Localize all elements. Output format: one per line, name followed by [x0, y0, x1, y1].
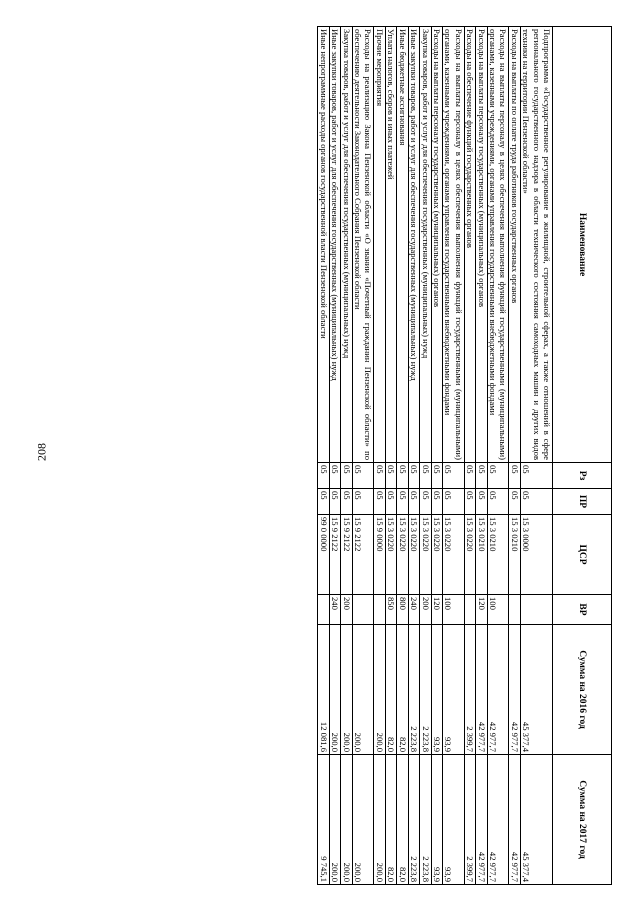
- cell-vr: 200: [420, 595, 431, 625]
- cell-sum-2017: 9 745,1: [318, 755, 329, 885]
- cell-sum-2017: 82,0: [385, 755, 396, 885]
- cell-name: Иные закупки товаров, работ и услуг для обеспечения государственных (муниципальных) нужд: [329, 27, 340, 463]
- table-row: [464, 27, 475, 885]
- header-sum-2016: Сумма на 2016 год: [553, 625, 612, 755]
- cell-csr: 15 9 0000: [374, 515, 385, 595]
- header-vr: ВР: [553, 595, 612, 625]
- table-row: [374, 27, 385, 885]
- page-number: 208: [34, 443, 49, 461]
- cell-name: Иные бюджетные ассигнования: [397, 27, 408, 463]
- cell-pr: 05: [385, 489, 396, 515]
- table-row: [408, 27, 419, 885]
- cell-sum-2017: 42 977,7: [487, 755, 509, 885]
- cell-rz: 05: [385, 463, 396, 489]
- header-sum-2017: Сумма на 2017 год: [553, 755, 612, 885]
- budget-table: [317, 26, 612, 885]
- cell-vr: [374, 595, 385, 625]
- header-pr: ПР: [553, 489, 612, 515]
- cell-pr: 05: [476, 489, 487, 515]
- cell-sum-2016: 2 399,7: [464, 625, 475, 755]
- cell-vr: 100: [487, 595, 509, 625]
- cell-pr: 05: [408, 489, 419, 515]
- cell-pr: 05: [442, 489, 464, 515]
- cell-name: Иные непрограммные расходы органов государственной власти Пензенской области: [318, 27, 329, 463]
- cell-pr: 05: [520, 489, 552, 515]
- cell-rz: 05: [374, 463, 385, 489]
- cell-vr: [318, 595, 329, 625]
- table-row: [329, 27, 340, 885]
- cell-csr: 15 3 0220: [397, 515, 408, 595]
- cell-vr: 240: [408, 595, 419, 625]
- cell-csr: 15 3 0220: [420, 515, 431, 595]
- cell-sum-2017: 93,9: [431, 755, 442, 885]
- cell-sum-2016: 2 223,8: [408, 625, 419, 755]
- cell-rz: 05: [509, 463, 520, 489]
- table-row: [487, 27, 509, 885]
- cell-csr: 15 9 2122: [329, 515, 340, 595]
- cell-name: Расходы на выплаты по оплате труда работников государственных органов: [509, 27, 520, 463]
- cell-sum-2016: 82,0: [385, 625, 396, 755]
- cell-vr: 200: [341, 595, 352, 625]
- cell-rz: 05: [408, 463, 419, 489]
- cell-vr: [352, 595, 374, 625]
- cell-name: Расходы на обеспечение функций государственных органов: [464, 27, 475, 463]
- cell-name: Расходы на выплаты персоналу в целях обеспечения выполнения функций государственными (муниципальными) органами, казенными учреждениями, органами управления государственными внебюджетными фондами: [487, 27, 509, 463]
- cell-pr: 05: [487, 489, 509, 515]
- cell-pr: 05: [431, 489, 442, 515]
- cell-pr: 05: [420, 489, 431, 515]
- cell-sum-2016: 42 977,7: [476, 625, 487, 755]
- table-row: [431, 27, 442, 885]
- cell-sum-2016: 42 977,7: [509, 625, 520, 755]
- header-csr: ЦСР: [553, 515, 612, 595]
- header-name: Наименование: [553, 27, 612, 463]
- table-row: [397, 27, 408, 885]
- cell-pr: 05: [509, 489, 520, 515]
- cell-rz: 05: [318, 463, 329, 489]
- cell-sum-2017: 45 377,4: [520, 755, 552, 885]
- cell-vr: 850: [385, 595, 396, 625]
- cell-sum-2016: 82,0: [397, 625, 408, 755]
- cell-sum-2016: 45 377,4: [520, 625, 552, 755]
- cell-csr: 15 3 0210: [476, 515, 487, 595]
- cell-csr: 15 3 0220: [408, 515, 419, 595]
- cell-name: Расходы на выплаты персоналу государственных (муниципальных) органов: [476, 27, 487, 463]
- cell-sum-2017: 82,0: [397, 755, 408, 885]
- cell-csr: 15 3 0220: [464, 515, 475, 595]
- cell-sum-2016: 2 223,8: [420, 625, 431, 755]
- cell-pr: 05: [352, 489, 374, 515]
- cell-rz: 05: [431, 463, 442, 489]
- cell-rz: 05: [476, 463, 487, 489]
- cell-sum-2016: 12 081,6: [318, 625, 329, 755]
- cell-name: Уплата налогов, сборов и иных платежей: [385, 27, 396, 463]
- table-row: [352, 27, 374, 885]
- table-body: [318, 27, 553, 885]
- cell-sum-2017: 200,0: [352, 755, 374, 885]
- cell-vr: 800: [397, 595, 408, 625]
- cell-rz: 05: [352, 463, 374, 489]
- cell-csr: 15 3 0210: [509, 515, 520, 595]
- cell-csr: 15 9 2122: [341, 515, 352, 595]
- cell-sum-2017: 42 977,7: [476, 755, 487, 885]
- cell-pr: 05: [329, 489, 340, 515]
- cell-vr: 120: [476, 595, 487, 625]
- table-header-row: [553, 27, 612, 885]
- cell-vr: 120: [431, 595, 442, 625]
- cell-rz: 05: [442, 463, 464, 489]
- cell-sum-2016: 200,0: [341, 625, 352, 755]
- cell-sum-2017: 200,0: [374, 755, 385, 885]
- cell-name: Расходы на реализацию Закона Пензенской области «О звании «Почетный гражданин Пензенской области» по обеспечению деятельности Законодательного Собрания Пензенской области: [352, 27, 374, 463]
- cell-rz: 05: [341, 463, 352, 489]
- cell-csr: 15 3 0220: [442, 515, 464, 595]
- cell-name: Прочие мероприятия: [374, 27, 385, 463]
- cell-sum-2016: 200,0: [352, 625, 374, 755]
- table-row: [520, 27, 552, 885]
- cell-vr: [464, 595, 475, 625]
- cell-sum-2017: 2 223,8: [420, 755, 431, 885]
- table-row: [442, 27, 464, 885]
- table-row: [385, 27, 396, 885]
- header-rz: Рз: [553, 463, 612, 489]
- cell-rz: 05: [397, 463, 408, 489]
- table-row: [341, 27, 352, 885]
- cell-pr: 05: [397, 489, 408, 515]
- cell-name: Расходы на выплаты персоналу в целях обеспечения выполнения функций государственными (муниципальными) органами, казенными учреждениями, органами управления государственными внебюджетными фондами: [442, 27, 464, 463]
- cell-sum-2016: 200,0: [329, 625, 340, 755]
- cell-name: Закупка товаров, работ и услуг для обеспечения государственных (муниципальных) нужд: [341, 27, 352, 463]
- table-row: [318, 27, 329, 885]
- cell-csr: 15 9 2122: [352, 515, 374, 595]
- cell-rz: 05: [487, 463, 509, 489]
- cell-csr: 99 0 0000: [318, 515, 329, 595]
- cell-sum-2017: 2 399,7: [464, 755, 475, 885]
- cell-sum-2016: 42 977,7: [487, 625, 509, 755]
- cell-name: Закупка товаров, работ и услуг для обеспечения государственных (муниципальных) нужд: [420, 27, 431, 463]
- cell-vr: 100: [442, 595, 464, 625]
- cell-pr: 05: [464, 489, 475, 515]
- table-row: [509, 27, 520, 885]
- cell-rz: 05: [420, 463, 431, 489]
- cell-vr: [520, 595, 552, 625]
- table-row: [476, 27, 487, 885]
- cell-csr: 15 3 0220: [431, 515, 442, 595]
- cell-vr: [509, 595, 520, 625]
- cell-sum-2017: 200,0: [341, 755, 352, 885]
- rotated-page: [317, 26, 612, 884]
- cell-sum-2017: 93,9: [442, 755, 464, 885]
- cell-sum-2016: 200,0: [374, 625, 385, 755]
- cell-sum-2017: 2 223,8: [408, 755, 419, 885]
- cell-name: Иные закупки товаров, работ и услуг для обеспечения государственных (муниципальных) нужд: [408, 27, 419, 463]
- cell-rz: 05: [520, 463, 552, 489]
- cell-name: Подпрограмма «Государственное регулирование в жилищной, строительной сферах, а также отношений в сфере регионального государственного надзора в области технического состояния самоходных машин и других видов техники на территории Пензенской области»: [520, 27, 552, 463]
- cell-sum-2017: 200,0: [329, 755, 340, 885]
- cell-csr: 15 3 0210: [487, 515, 509, 595]
- cell-pr: 05: [341, 489, 352, 515]
- cell-pr: 05: [318, 489, 329, 515]
- cell-pr: 05: [374, 489, 385, 515]
- cell-name: Расходы на выплаты персоналу государственных (муниципальных) органов: [431, 27, 442, 463]
- cell-csr: 15 3 0000: [520, 515, 552, 595]
- cell-sum-2016: 93,9: [431, 625, 442, 755]
- cell-csr: 15 3 0220: [385, 515, 396, 595]
- cell-sum-2016: 93,9: [442, 625, 464, 755]
- cell-rz: 05: [329, 463, 340, 489]
- cell-rz: 05: [464, 463, 475, 489]
- cell-sum-2017: 42 977,7: [509, 755, 520, 885]
- cell-vr: 240: [329, 595, 340, 625]
- table-row: [420, 27, 431, 885]
